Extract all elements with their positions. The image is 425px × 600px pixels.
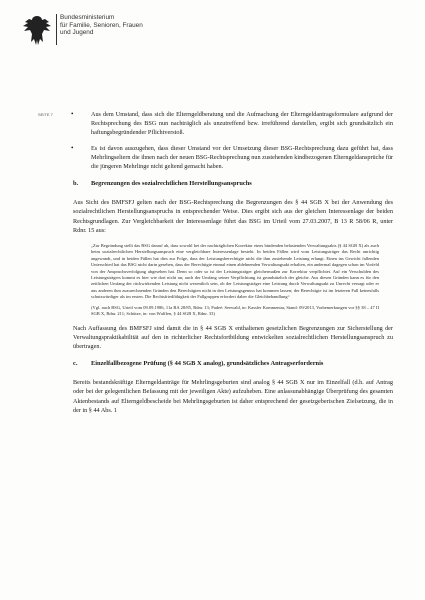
bullet-text: Aus dem Umstand, dass sich die Elterngeldberatung und die Aufmachung der Elterngeldantragsformulare aufgrund der Rechtsprechung des BSG nun nachträglich als unzutreffend bzw. irreführend darstellen, ergibt sich grundsätzlich ein haftungsbegründender Pflichtverstoß. xyxy=(91,111,393,137)
document-body xyxy=(73,110,393,423)
page-id: SEITE 7 xyxy=(38,112,53,117)
section-title: Begrenzungen des sozialrechtlichen Herstellungsanspruchs xyxy=(91,180,252,188)
bullet-item xyxy=(73,144,393,172)
bullet-text: Es ist davon auszugehen, dass dieser Umstand vor der Umsetzung dieser BSG-Rechtsprechung dazu geführt hat, dass Mehrlingseltern die ihnen nach der neuen BSG-Rechtsprechung nun zustehenden kindbezogenen Elterngeldansprüche für die jüngeren Mehrlinge nicht geltend gemacht haben. xyxy=(91,144,393,171)
ministry-line-2: für Familie, Senioren, Frauen xyxy=(60,21,143,29)
ministry-line-1: Bundesministerium xyxy=(60,14,115,21)
block-quote xyxy=(91,243,379,317)
section-title: Einzelfallbezogene Prüfung (§ 44 SGB X analog), grundsätzliches Antragserfordernis xyxy=(91,360,324,368)
paragraph: Aus Sicht des BMFSFJ gelten nach der BSG-Rechtsprechung die Begrenzungen des § 44 SGB X bei der Anwendung des sozialrechtlichen Herstellungsanspruchs in entsprechender Weise. Dies ergibt sich aus der gleichen Interessenlage der beiden Rechtsgrundlagen. Zur Vergleichbarkeit der Interessenlage führt das BSG im Urteil vom 27.03.2007, B 13 R 58/06 R, unter Rdnr. 15 aus: xyxy=(73,199,393,234)
paragraph: Nach Auffassung des BMFSFJ sind damit die in § 44 SGB X enthaltenen gesetzlichen Begrenzungen zur Sicherstellung der Verwaltungspraktikabilität auf den in richterlicher Rechtsfortbildung entwickelten sozialrechtlichen Herstellungsanspruch zu übertragen. xyxy=(73,324,393,350)
quote-text: „Zur Begründung stellt das BSG darauf ab, dass sowohl bei der nachträglichen Korrektur eines bindenden belastenden Verwaltungsakts (§ 44 SGB X) als auch beim sozialrechtlichen Herstellungsanspruch eine vergleichbare Interessenlage besteht. In beiden Fällen wird vom Leistungsträger das Recht unrichtig angewandt, und in beiden Fällen hat dies zur Folge, dass der Leistungsberechtigte nicht die ihm zustehende Leistung erlangt. Einen ins Gewicht fallenden Unterschied hat das BSG nicht darin gesehen, dass der Berechtigte einmal einen ablehnenden Verwaltungsakt erhalten, ein andermal dagegen schon im Vorfeld von der Anspruchsverfolgung abgesehen hat. Denn so oder so ist der Leistungsträger gleichermaßen zur Korrektur verpflichtet. Auf ein Verschulden des Leistungsträgers kommt es hier wie dort nicht an; auch der Umfang seiner Verpflichtung ist grundsätzlich der gleiche. Aus diesen Gründen kann es für den zeitlichen Umfang der rückwirkenden Leistung nicht wesentlich sein, ob der Leistungsträger eine Leistung durch Verwaltungsakt zu Unrecht versagt oder er aus anderen ihm zuzurechnenden Gründen den Berechtigten nicht in den Leistungsgenuss hat kommen lassen; der Berechtigte ist im letzteren Fall keinesfalls schutzwürdiger als im ersten. Die Rechtsfriedfähigkeit der Fallgruppen erfordert daher die Gleichbehandlung“ xyxy=(91,243,379,300)
section-number: c. xyxy=(73,360,78,368)
paragraph: Bereits bestandskräftige Elterngeldanträge für Mehrlingsgeburten sind analog § 44 SGB X nur im Einzelfall (d.h. auf Antrag oder bei der gelegentlichen Befassung mit der jeweiligen Akte) aufzuheben. Eine anlassunabhängige Überprüfung des gesamten Aktenbestands auf Elterngeldbescheide bei Mehrlingsgeburten ist daher entsprechend der gesetzgeberischen Zielsetzung, die in der in § 44 Abs. 1 xyxy=(73,379,393,414)
ministry-name xyxy=(60,14,143,37)
section-number: b. xyxy=(73,180,79,188)
ministry-line-3: und Jugend xyxy=(60,29,94,37)
quote-references: (Vgl. auch BSG, Urteil vom 09.09.1986, 11a RA 28/85, Rdnr. 13; Padeé: Seewald, in: Kassler Kommentar, Stand: 09/2013, Vorbemerkungen vor §§ 38 – 47 II SGB X, Rdnr. 211; Schütze, in: von Wulffen, § 44 SGB X, Rdnr. 33) xyxy=(91,304,379,317)
section-heading-c xyxy=(73,359,393,368)
bullet-icon: • xyxy=(71,143,74,152)
bullet-icon: • xyxy=(71,110,74,118)
section-heading-b xyxy=(73,179,393,188)
bullet-item xyxy=(73,110,393,138)
federal-eagle-icon xyxy=(20,12,54,52)
